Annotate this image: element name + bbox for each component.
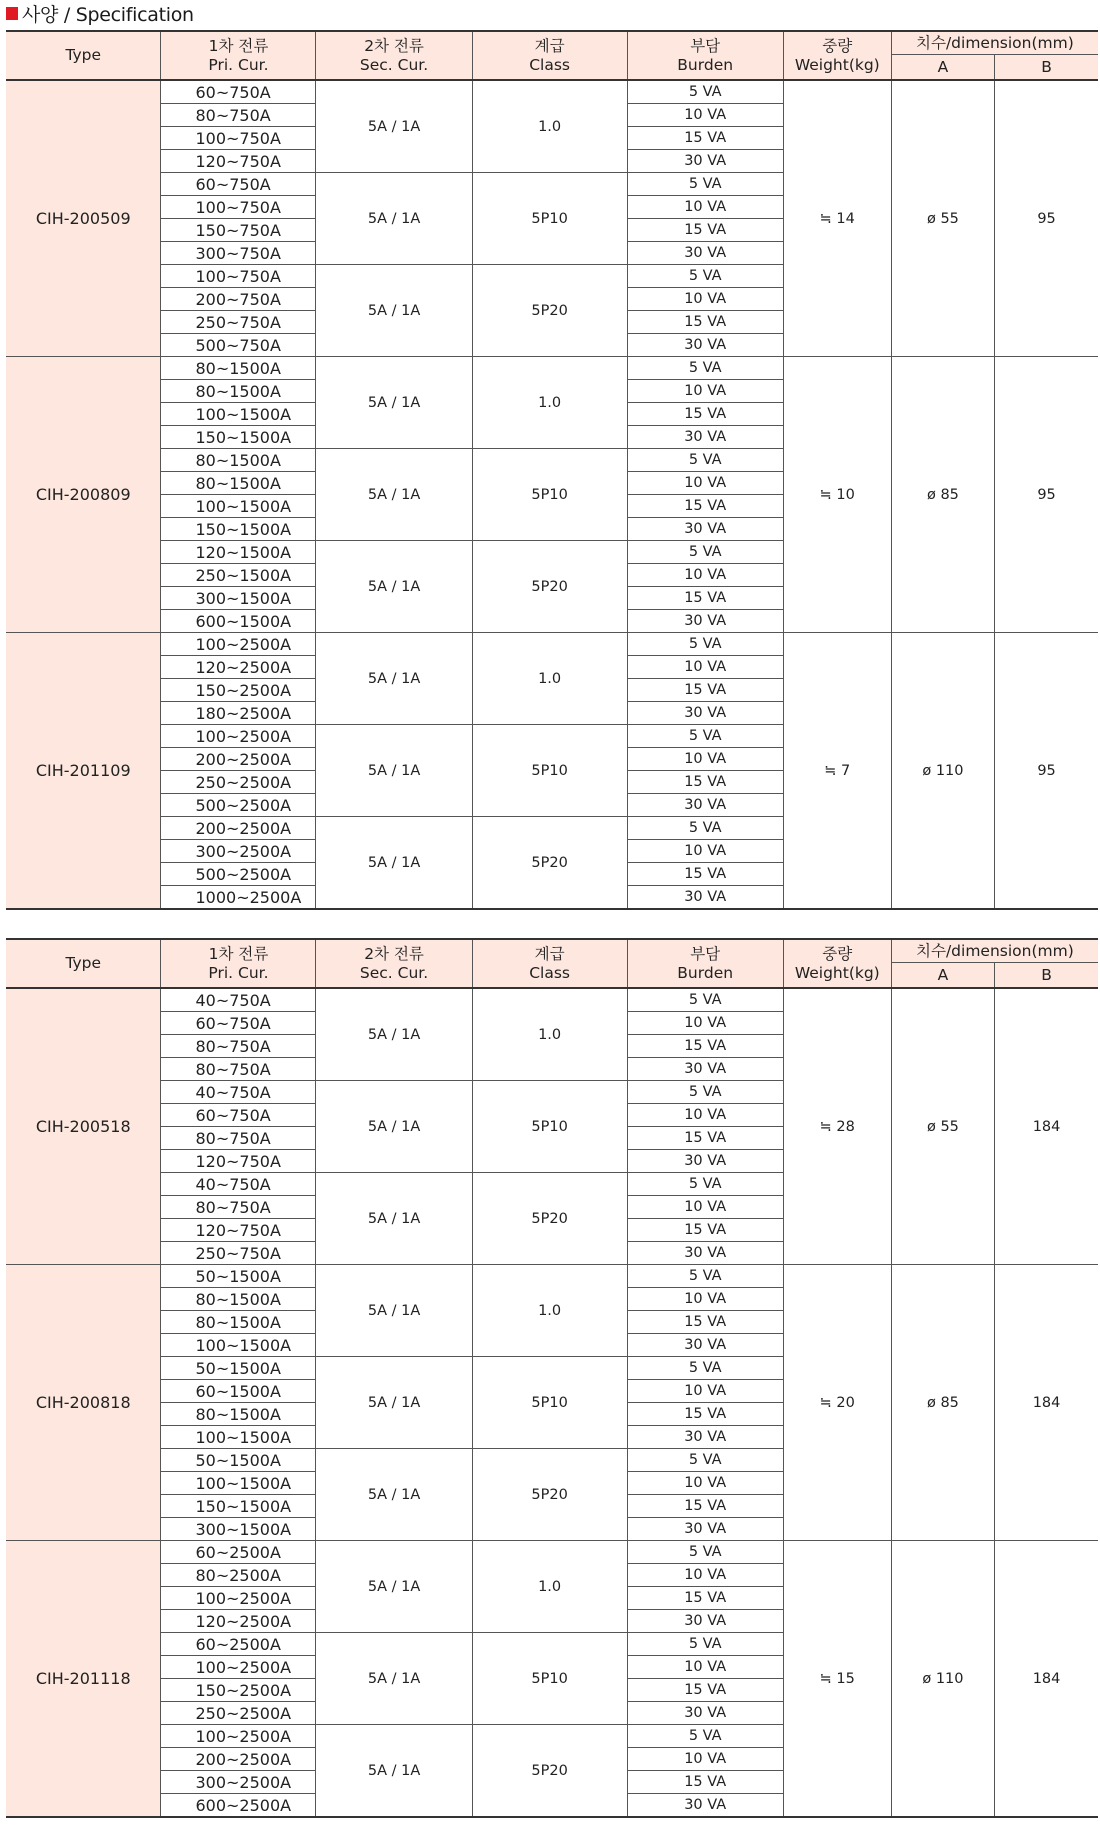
class-cell: 5P20 xyxy=(472,1449,627,1541)
burden-cell: 30 VA xyxy=(627,426,783,449)
class-cell: 5P10 xyxy=(472,1081,627,1173)
burden-cell: 10 VA xyxy=(627,1564,783,1587)
sec-cur-cell: 5A / 1A xyxy=(316,265,472,357)
pri-cur-cell: 80~1500A xyxy=(161,1311,316,1334)
burden-cell: 15 VA xyxy=(627,495,783,518)
pri-cur-cell: 100~750A xyxy=(161,127,316,150)
pri-cur-cell: 100~1500A xyxy=(161,495,316,518)
burden-cell: 15 VA xyxy=(627,1127,783,1150)
pri-cur-cell: 150~1500A xyxy=(161,426,316,449)
burden-cell: 5 VA xyxy=(627,1081,783,1104)
sec-cur-cell: 5A / 1A xyxy=(316,817,472,910)
burden-cell: 15 VA xyxy=(627,1587,783,1610)
sec-cur-cell: 5A / 1A xyxy=(316,1633,472,1725)
header-class: 계급 Class xyxy=(472,939,627,988)
burden-cell: 30 VA xyxy=(627,1058,783,1081)
burden-cell: 30 VA xyxy=(627,1610,783,1633)
burden-cell: 5 VA xyxy=(627,80,783,104)
pri-cur-cell: 50~1500A xyxy=(161,1357,316,1380)
dim-b-cell: 95 xyxy=(995,633,1098,910)
burden-cell: 10 VA xyxy=(627,840,783,863)
header-burden: 부담 Burden xyxy=(627,31,783,80)
pri-cur-cell: 100~2500A xyxy=(161,1725,316,1748)
pri-cur-cell: 60~750A xyxy=(161,80,316,104)
table-header xyxy=(6,31,1098,80)
burden-cell: 5 VA xyxy=(627,541,783,564)
burden-cell: 10 VA xyxy=(627,564,783,587)
pri-cur-cell: 200~2500A xyxy=(161,748,316,771)
pri-cur-cell: 500~2500A xyxy=(161,794,316,817)
pri-cur-cell: 100~750A xyxy=(161,265,316,288)
pri-cur-cell: 300~1500A xyxy=(161,1518,316,1541)
sec-cur-cell: 5A / 1A xyxy=(316,725,472,817)
pri-cur-cell: 100~1500A xyxy=(161,1426,316,1449)
sec-cur-cell: 5A / 1A xyxy=(316,988,472,1081)
burden-cell: 5 VA xyxy=(627,633,783,656)
pri-cur-cell: 180~2500A xyxy=(161,702,316,725)
burden-cell: 30 VA xyxy=(627,518,783,541)
sec-cur-cell: 5A / 1A xyxy=(316,449,472,541)
table-row xyxy=(6,633,1098,656)
pri-cur-cell: 120~1500A xyxy=(161,541,316,564)
pri-cur-cell: 200~2500A xyxy=(161,1748,316,1771)
burden-cell: 30 VA xyxy=(627,1242,783,1265)
pri-cur-cell: 80~750A xyxy=(161,1127,316,1150)
burden-cell: 10 VA xyxy=(627,472,783,495)
table-body xyxy=(6,80,1098,909)
burden-cell: 5 VA xyxy=(627,1265,783,1288)
burden-cell: 5 VA xyxy=(627,988,783,1012)
dim-a-cell: ø 55 xyxy=(891,80,994,357)
burden-cell: 5 VA xyxy=(627,1449,783,1472)
table-row xyxy=(6,80,1098,104)
burden-cell: 10 VA xyxy=(627,380,783,403)
type-cell: CIH-200809 xyxy=(6,357,161,633)
burden-cell: 15 VA xyxy=(627,1403,783,1426)
pri-cur-cell: 80~750A xyxy=(161,1035,316,1058)
class-cell: 1.0 xyxy=(472,357,627,449)
pri-cur-cell: 200~2500A xyxy=(161,817,316,840)
burden-cell: 30 VA xyxy=(627,702,783,725)
weight-cell: ≒ 20 xyxy=(783,1265,891,1541)
type-cell: CIH-201118 xyxy=(6,1541,161,1818)
pri-cur-cell: 250~750A xyxy=(161,1242,316,1265)
burden-cell: 10 VA xyxy=(627,196,783,219)
pri-cur-cell: 300~2500A xyxy=(161,1771,316,1794)
dim-a-cell: ø 110 xyxy=(891,1541,994,1818)
weight-cell: ≒ 14 xyxy=(783,80,891,357)
header-weight: 중량 Weight(kg) xyxy=(783,939,891,988)
pri-cur-cell: 250~750A xyxy=(161,311,316,334)
type-cell: CIH-200818 xyxy=(6,1265,161,1541)
class-cell: 1.0 xyxy=(472,80,627,173)
class-cell: 1.0 xyxy=(472,633,627,725)
table-row xyxy=(6,1541,1098,1564)
pri-cur-cell: 60~750A xyxy=(161,1012,316,1035)
pri-cur-cell: 50~1500A xyxy=(161,1449,316,1472)
header-dim-b: B xyxy=(995,55,1098,81)
pri-cur-cell: 150~1500A xyxy=(161,518,316,541)
red-square-bullet-icon xyxy=(6,7,18,20)
burden-cell: 15 VA xyxy=(627,1495,783,1518)
sec-cur-cell: 5A / 1A xyxy=(316,80,472,173)
class-cell: 5P20 xyxy=(472,541,627,633)
dim-b-cell: 184 xyxy=(995,1265,1098,1541)
pri-cur-cell: 80~1500A xyxy=(161,1403,316,1426)
class-cell: 5P10 xyxy=(472,1357,627,1449)
header-pri-cur: 1차 전류 Pri. Cur. xyxy=(161,31,316,80)
class-cell: 5P10 xyxy=(472,173,627,265)
dim-a-cell: ø 55 xyxy=(891,988,994,1265)
pri-cur-cell: 80~1500A xyxy=(161,357,316,380)
pri-cur-cell: 120~750A xyxy=(161,1150,316,1173)
burden-cell: 5 VA xyxy=(627,1173,783,1196)
dim-a-cell: ø 85 xyxy=(891,357,994,633)
class-cell: 5P20 xyxy=(472,265,627,357)
pri-cur-cell: 40~750A xyxy=(161,1081,316,1104)
pri-cur-cell: 150~750A xyxy=(161,219,316,242)
header-type: Type xyxy=(6,939,161,988)
burden-cell: 5 VA xyxy=(627,725,783,748)
burden-cell: 5 VA xyxy=(627,1633,783,1656)
pri-cur-cell: 100~2500A xyxy=(161,1587,316,1610)
pri-cur-cell: 80~1500A xyxy=(161,472,316,495)
weight-cell: ≒ 10 xyxy=(783,357,891,633)
burden-cell: 10 VA xyxy=(627,1748,783,1771)
burden-cell: 5 VA xyxy=(627,1357,783,1380)
sec-cur-cell: 5A / 1A xyxy=(316,1173,472,1265)
pri-cur-cell: 300~1500A xyxy=(161,587,316,610)
burden-cell: 10 VA xyxy=(627,1196,783,1219)
burden-cell: 10 VA xyxy=(627,1656,783,1679)
burden-cell: 30 VA xyxy=(627,794,783,817)
pri-cur-cell: 100~2500A xyxy=(161,725,316,748)
dim-b-cell: 184 xyxy=(995,1541,1098,1818)
header-weight: 중량 Weight(kg) xyxy=(783,31,891,80)
class-cell: 5P10 xyxy=(472,725,627,817)
pri-cur-cell: 40~750A xyxy=(161,1173,316,1196)
pri-cur-cell: 500~750A xyxy=(161,334,316,357)
pri-cur-cell: 60~750A xyxy=(161,1104,316,1127)
burden-cell: 5 VA xyxy=(627,173,783,196)
burden-cell: 15 VA xyxy=(627,311,783,334)
burden-cell: 10 VA xyxy=(627,748,783,771)
pri-cur-cell: 60~2500A xyxy=(161,1541,316,1564)
pri-cur-cell: 60~1500A xyxy=(161,1380,316,1403)
burden-cell: 30 VA xyxy=(627,610,783,633)
pri-cur-cell: 80~1500A xyxy=(161,1288,316,1311)
pri-cur-cell: 600~2500A xyxy=(161,1794,316,1818)
pri-cur-cell: 40~750A xyxy=(161,988,316,1012)
burden-cell: 15 VA xyxy=(627,1035,783,1058)
pri-cur-cell: 100~2500A xyxy=(161,1656,316,1679)
class-cell: 1.0 xyxy=(472,988,627,1081)
header-type: Type xyxy=(6,31,161,80)
table-row xyxy=(6,1265,1098,1288)
pri-cur-cell: 100~2500A xyxy=(161,633,316,656)
header-sec-cur: 2차 전류 Sec. Cur. xyxy=(316,939,472,988)
pri-cur-cell: 120~2500A xyxy=(161,1610,316,1633)
class-cell: 1.0 xyxy=(472,1265,627,1357)
burden-cell: 5 VA xyxy=(627,265,783,288)
pri-cur-cell: 100~1500A xyxy=(161,403,316,426)
table-body xyxy=(6,988,1098,1817)
pri-cur-cell: 120~2500A xyxy=(161,656,316,679)
sec-cur-cell: 5A / 1A xyxy=(316,1541,472,1633)
pri-cur-cell: 250~2500A xyxy=(161,771,316,794)
type-cell: CIH-201109 xyxy=(6,633,161,910)
burden-cell: 15 VA xyxy=(627,587,783,610)
header-dimension: 치수/dimension(mm) xyxy=(891,939,1098,963)
header-dim-b: B xyxy=(995,963,1098,989)
burden-cell: 30 VA xyxy=(627,1702,783,1725)
sec-cur-cell: 5A / 1A xyxy=(316,1081,472,1173)
burden-cell: 30 VA xyxy=(627,242,783,265)
header-dim-a: A xyxy=(891,963,994,989)
header-dim-a: A xyxy=(891,55,994,81)
pri-cur-cell: 100~1500A xyxy=(161,1334,316,1357)
table-header xyxy=(6,939,1098,988)
burden-cell: 30 VA xyxy=(627,1426,783,1449)
class-cell: 5P20 xyxy=(472,1725,627,1818)
pri-cur-cell: 300~2500A xyxy=(161,840,316,863)
pri-cur-cell: 60~2500A xyxy=(161,1633,316,1656)
pri-cur-cell: 50~1500A xyxy=(161,1265,316,1288)
burden-cell: 15 VA xyxy=(627,1771,783,1794)
burden-cell: 15 VA xyxy=(627,1311,783,1334)
burden-cell: 5 VA xyxy=(627,1725,783,1748)
dim-b-cell: 184 xyxy=(995,988,1098,1265)
header-burden: 부담 Burden xyxy=(627,939,783,988)
burden-cell: 30 VA xyxy=(627,1518,783,1541)
table-row xyxy=(6,988,1098,1012)
pri-cur-cell: 60~750A xyxy=(161,173,316,196)
pri-cur-cell: 250~2500A xyxy=(161,1702,316,1725)
burden-cell: 10 VA xyxy=(627,1012,783,1035)
pri-cur-cell: 200~750A xyxy=(161,288,316,311)
sec-cur-cell: 5A / 1A xyxy=(316,1265,472,1357)
sec-cur-cell: 5A / 1A xyxy=(316,1357,472,1449)
pri-cur-cell: 1000~2500A xyxy=(161,886,316,910)
burden-cell: 5 VA xyxy=(627,817,783,840)
pri-cur-cell: 80~1500A xyxy=(161,449,316,472)
burden-cell: 10 VA xyxy=(627,1104,783,1127)
header-sec-cur: 2차 전류 Sec. Cur. xyxy=(316,31,472,80)
burden-cell: 5 VA xyxy=(627,449,783,472)
burden-cell: 30 VA xyxy=(627,886,783,910)
header-pri-cur: 1차 전류 Pri. Cur. xyxy=(161,939,316,988)
pri-cur-cell: 100~1500A xyxy=(161,1472,316,1495)
burden-cell: 5 VA xyxy=(627,1541,783,1564)
pri-cur-cell: 80~750A xyxy=(161,1058,316,1081)
type-cell: CIH-200518 xyxy=(6,988,161,1265)
sec-cur-cell: 5A / 1A xyxy=(316,1725,472,1818)
sec-cur-cell: 5A / 1A xyxy=(316,1449,472,1541)
sec-cur-cell: 5A / 1A xyxy=(316,633,472,725)
burden-cell: 15 VA xyxy=(627,219,783,242)
pri-cur-cell: 600~1500A xyxy=(161,610,316,633)
dim-b-cell: 95 xyxy=(995,357,1098,633)
pri-cur-cell: 100~750A xyxy=(161,196,316,219)
pri-cur-cell: 120~750A xyxy=(161,1219,316,1242)
sec-cur-cell: 5A / 1A xyxy=(316,173,472,265)
burden-cell: 10 VA xyxy=(627,104,783,127)
burden-cell: 10 VA xyxy=(627,1472,783,1495)
burden-cell: 10 VA xyxy=(627,1380,783,1403)
class-cell: 5P20 xyxy=(472,817,627,910)
burden-cell: 10 VA xyxy=(627,656,783,679)
header-class: 계급 Class xyxy=(472,31,627,80)
burden-cell: 30 VA xyxy=(627,150,783,173)
dim-a-cell: ø 85 xyxy=(891,1265,994,1541)
burden-cell: 10 VA xyxy=(627,1288,783,1311)
burden-cell: 15 VA xyxy=(627,771,783,794)
weight-cell: ≒ 15 xyxy=(783,1541,891,1818)
table-row xyxy=(6,357,1098,380)
burden-cell: 10 VA xyxy=(627,288,783,311)
burden-cell: 30 VA xyxy=(627,1334,783,1357)
header-dimension: 치수/dimension(mm) xyxy=(891,31,1098,55)
class-cell: 5P20 xyxy=(472,1173,627,1265)
pri-cur-cell: 150~2500A xyxy=(161,1679,316,1702)
sec-cur-cell: 5A / 1A xyxy=(316,357,472,449)
dim-b-cell: 95 xyxy=(995,80,1098,357)
type-cell: CIH-200509 xyxy=(6,80,161,357)
pri-cur-cell: 80~2500A xyxy=(161,1564,316,1587)
section-title xyxy=(6,0,194,26)
pri-cur-cell: 80~750A xyxy=(161,104,316,127)
pri-cur-cell: 120~750A xyxy=(161,150,316,173)
burden-cell: 15 VA xyxy=(627,679,783,702)
spec-table-1 xyxy=(6,30,1098,910)
sec-cur-cell: 5A / 1A xyxy=(316,541,472,633)
class-cell: 5P10 xyxy=(472,449,627,541)
class-cell: 5P10 xyxy=(472,1633,627,1725)
burden-cell: 30 VA xyxy=(627,1794,783,1818)
class-cell: 1.0 xyxy=(472,1541,627,1633)
pri-cur-cell: 250~1500A xyxy=(161,564,316,587)
burden-cell: 15 VA xyxy=(627,1679,783,1702)
dim-a-cell: ø 110 xyxy=(891,633,994,910)
pri-cur-cell: 150~2500A xyxy=(161,679,316,702)
weight-cell: ≒ 7 xyxy=(783,633,891,910)
burden-cell: 15 VA xyxy=(627,403,783,426)
burden-cell: 30 VA xyxy=(627,334,783,357)
weight-cell: ≒ 28 xyxy=(783,988,891,1265)
pri-cur-cell: 80~750A xyxy=(161,1196,316,1219)
burden-cell: 5 VA xyxy=(627,357,783,380)
section-title-text: 사양 / Specification xyxy=(22,3,194,26)
pri-cur-cell: 80~1500A xyxy=(161,380,316,403)
burden-cell: 15 VA xyxy=(627,1219,783,1242)
burden-cell: 15 VA xyxy=(627,863,783,886)
pri-cur-cell: 500~2500A xyxy=(161,863,316,886)
pri-cur-cell: 150~1500A xyxy=(161,1495,316,1518)
burden-cell: 15 VA xyxy=(627,127,783,150)
pri-cur-cell: 300~750A xyxy=(161,242,316,265)
burden-cell: 30 VA xyxy=(627,1150,783,1173)
spec-table-2 xyxy=(6,938,1098,1818)
